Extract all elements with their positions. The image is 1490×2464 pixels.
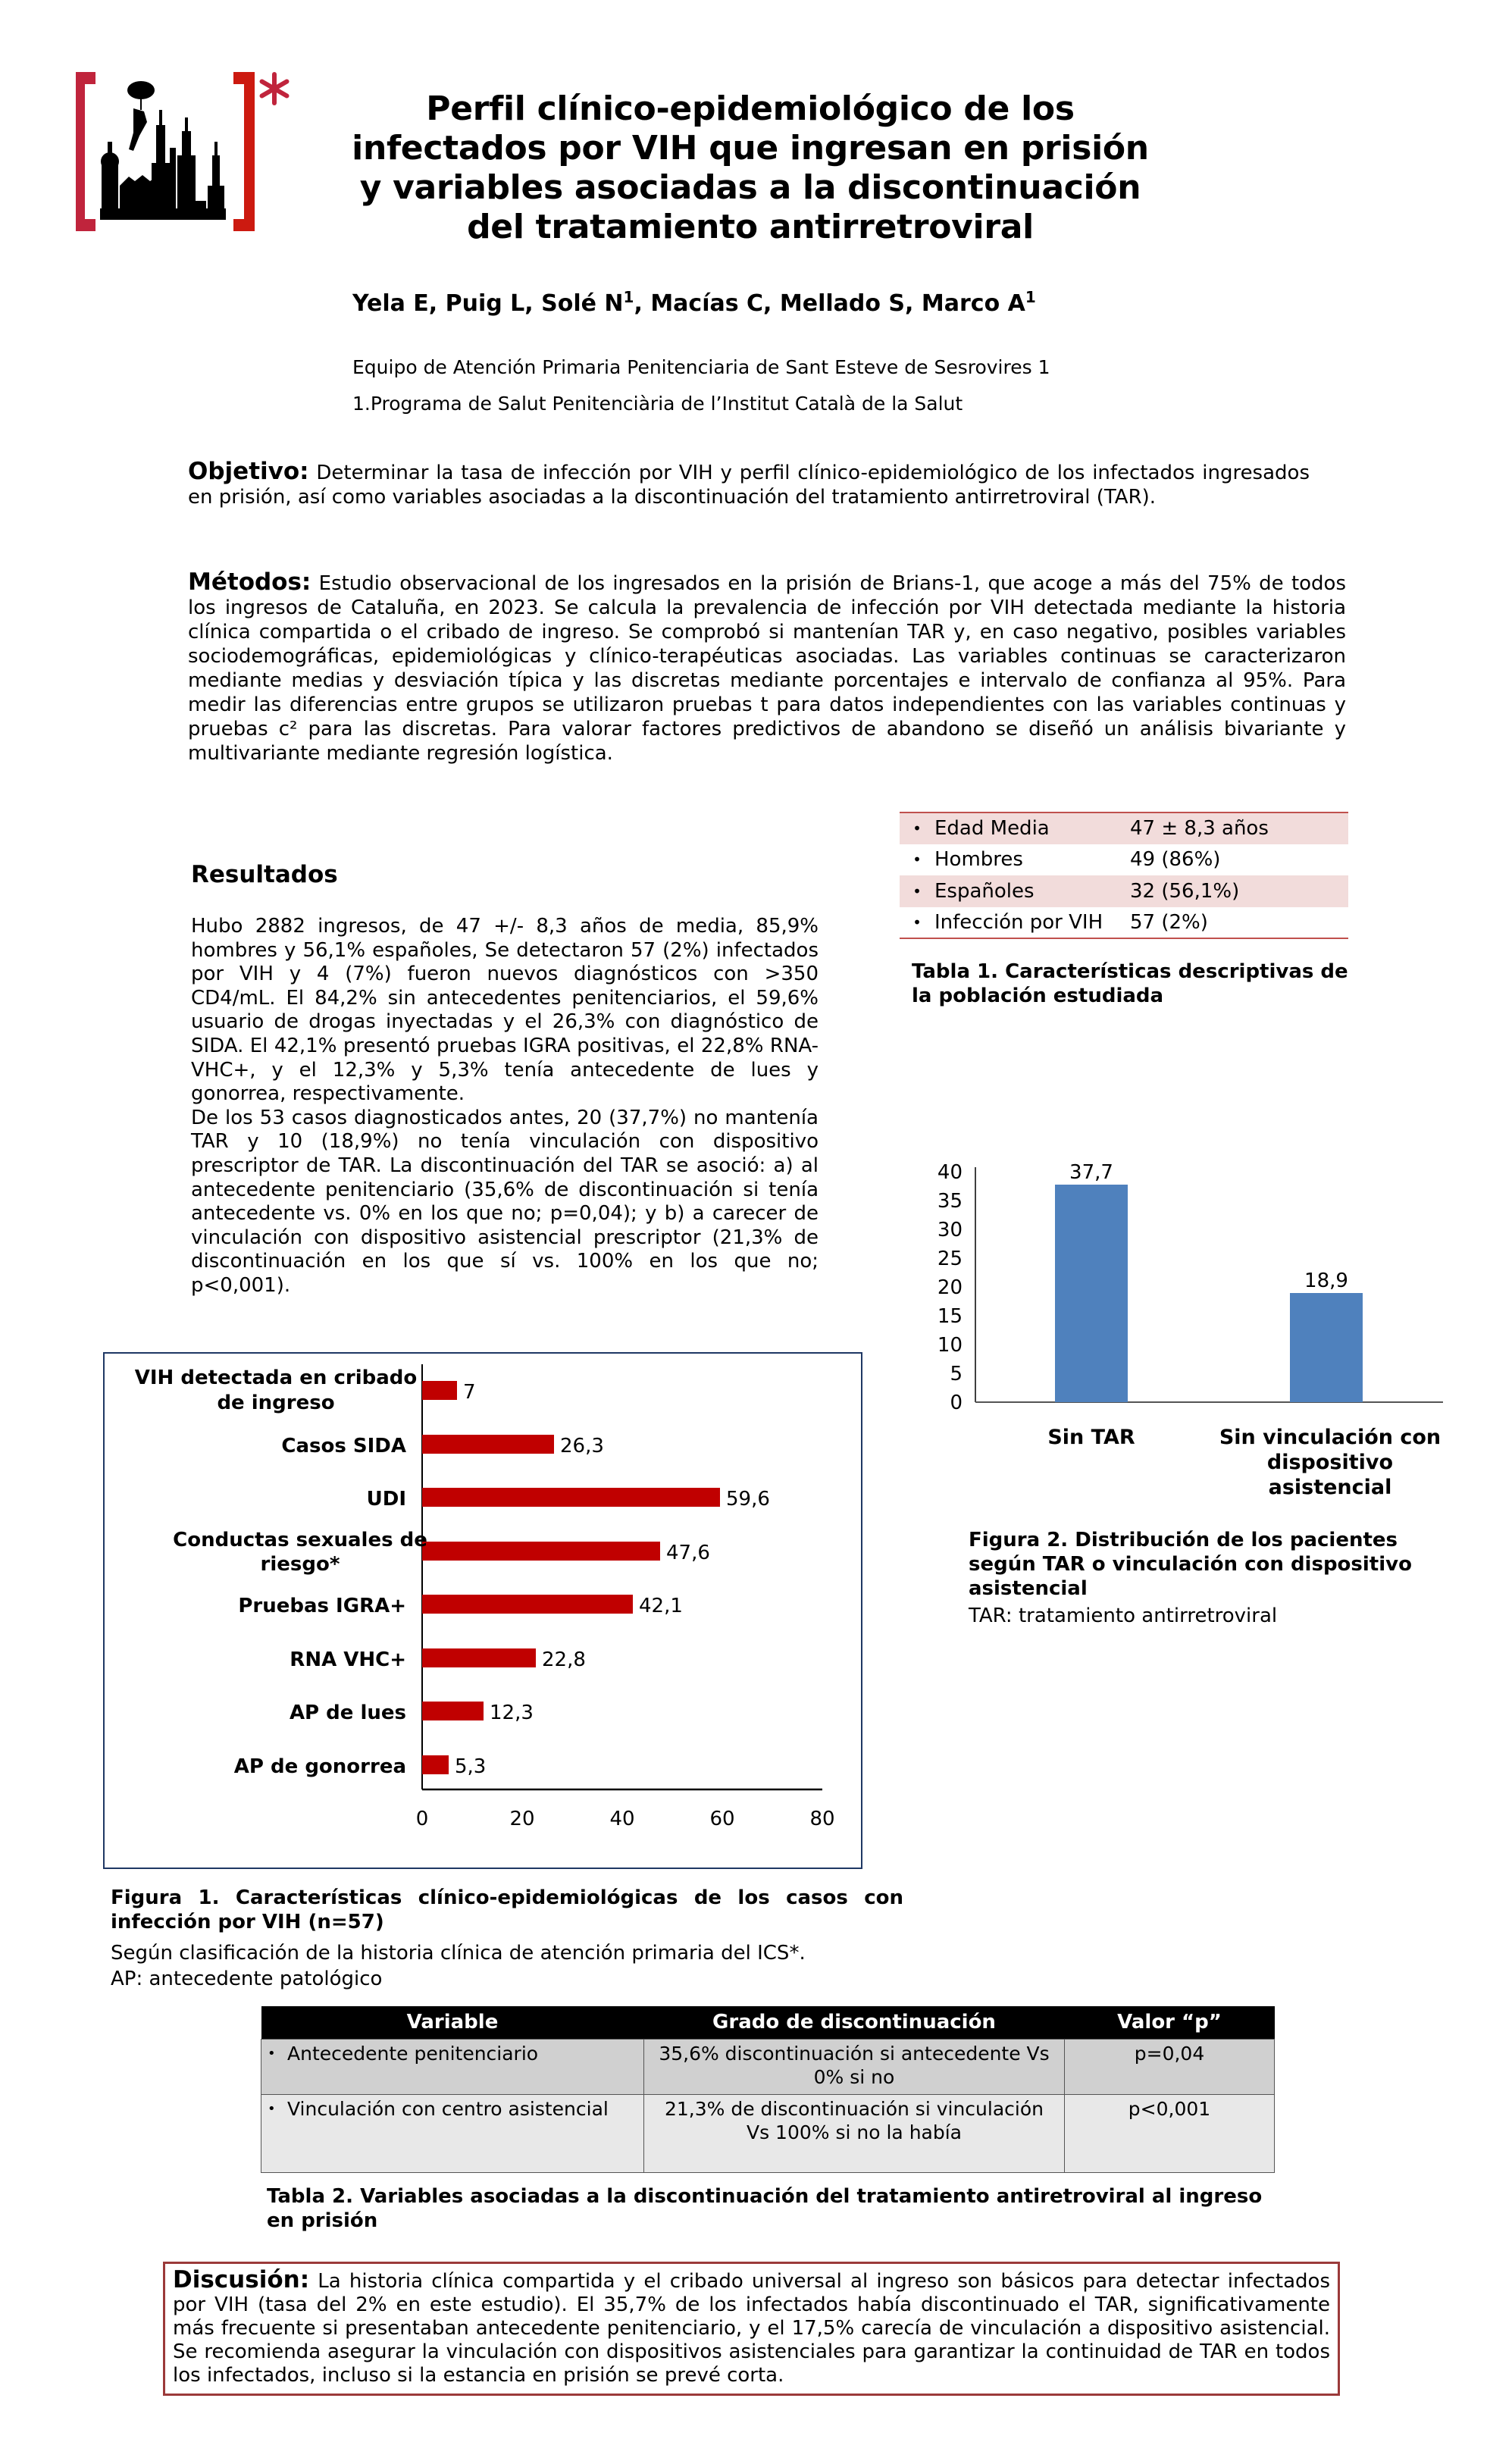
table-row — [261, 2094, 1275, 2172]
table-cell-grado: 35,6% discontinuación si antecedente Vs 0% si no — [644, 2039, 1065, 2094]
table-cell-value: 32 (56,1%) — [1130, 875, 1348, 907]
y-tick: 0 — [950, 1392, 963, 1414]
resultados-paragraph: Hubo 2882 ingresos, de 47 +/- 8,3 años de media, 85,9% hombres y 56,1% españoles, Se detectaron 57 (2%) infectados por VIH y 4 (7%) fueron nuevos diagnósticos con >350 CD4/mL. El 84,2% sin antecedentes penitenciarios, el 59,6% usuario de drogas inyectadas y el 26,3% con diagnóstico de SIDA. El 42,1% presentó pruebas IGRA positivas, el 22,8% RNA-VHC+, y el 12,3% y 5,3% tenía antecedente de lues y gonorrea, respectivamente. — [191, 915, 819, 1106]
y-category-label: AP de gonorrea — [233, 1755, 406, 1778]
bullet-icon: • — [900, 812, 934, 844]
y-tick: 20 — [937, 1276, 963, 1299]
bar-value-label: 47,6 — [666, 1542, 710, 1564]
figure1-bar-chart — [105, 1354, 861, 1868]
resultados-text — [191, 915, 819, 1298]
bar-value-label: 12,3 — [490, 1702, 534, 1724]
bullet-icon: • — [912, 850, 922, 869]
affiliation-2: 1.Programa de Salut Penitenciària de l’Institut Català de la Salut — [352, 393, 963, 415]
y-tick: 35 — [937, 1190, 963, 1213]
y-tick: 15 — [937, 1305, 963, 1328]
table-descriptive — [900, 812, 1348, 939]
table-discontinuation — [261, 2006, 1275, 2173]
table-row — [900, 875, 1348, 907]
right-bracket-icon — [233, 72, 255, 231]
column-header: Valor “p” — [1065, 2006, 1275, 2039]
x-category-label: dispositivo — [1266, 1451, 1394, 1474]
author-affiliation-mark: 1 — [623, 288, 634, 306]
discusion-box — [163, 2262, 1340, 2396]
x-category-label: Sin vinculación con — [1219, 1426, 1441, 1449]
bar-value-label: 7 — [463, 1381, 476, 1404]
city-skyline-icon — [100, 81, 226, 220]
asterisk-icon — [258, 72, 290, 105]
y-category-label: de ingreso — [217, 1392, 335, 1414]
discusion-text: La historia clínica compartida y el cribado universal al ingreso son básicos para detectar infectados por VIH (tasa del 2% en este estudio). El 35,7% de los infectados había discontinuado el TAR, significativamente más frecuente si presentaban antecedente penitenciario, y el 17,5% carecía de vinculación a dispositivo asistencial. Se recomienda asegurar la vinculación con dispositivos asistenciales para garantizar la continuidad de TAR en todos los infectados, incluso si la estancia en prisión se prevé corta. — [173, 2270, 1330, 2387]
author: Macías C — [650, 290, 764, 317]
bar-value-label: 42,1 — [639, 1595, 683, 1617]
resultados-paragraph: De los 53 casos diagnosticados antes, 20 (37,7%) no mantenía TAR y 10 (18,9%) no tenía vinculación con dispositivo prescriptor de TAR. La discontinuación del TAR se asoció: a) al antecedente penitenciario (35,6% de discontinuación si tenía antecedente vs. 0% en los que no; p=0,04); y b) a carecer de vinculación con dispositivo asistencial prescriptor (21,3% de discontinuación en los que sí vs. 100% en los que no; p<0,001). — [191, 1106, 819, 1297]
title-line: infectados por VIH que ingresan en prisión — [352, 129, 1149, 168]
objetivo-label: Objetivo: — [188, 458, 309, 485]
bullet-icon: • — [912, 913, 922, 931]
bar-value-label: 18,9 — [1304, 1270, 1348, 1292]
bar — [422, 1488, 720, 1507]
table-cell-p: p<0,001 — [1065, 2094, 1275, 2172]
bar — [422, 1648, 536, 1667]
author: Solé N — [541, 290, 624, 317]
table-row — [900, 844, 1348, 876]
bar — [422, 1595, 633, 1614]
table-row — [261, 2039, 1275, 2094]
bar — [422, 1755, 449, 1774]
author-affiliation-mark: 1 — [1025, 288, 1036, 306]
bar-sin-tar — [1055, 1185, 1128, 1402]
x-category-label: asistencial — [1268, 1476, 1392, 1499]
bar — [422, 1702, 484, 1720]
bullet-icon: • — [268, 2045, 276, 2062]
y-category-label: Pruebas IGRA+ — [238, 1595, 406, 1617]
objetivo-section — [188, 459, 1310, 509]
title-line: y variables asociadas a la discontinuación — [359, 168, 1141, 207]
figure1-note: AP: antecedente patológico — [111, 1968, 383, 1990]
bar — [422, 1542, 660, 1561]
author: Puig L — [445, 290, 525, 317]
bar-value-label: 22,8 — [542, 1648, 586, 1671]
variable-text: Vinculación con centro asistencial — [287, 2097, 609, 2120]
y-category-label: UDI — [366, 1488, 406, 1511]
x-category-label: Sin TAR — [1047, 1426, 1135, 1449]
y-category-label: RNA VHC+ — [290, 1648, 406, 1671]
x-tick: 0 — [415, 1808, 429, 1830]
table-header-row — [261, 2006, 1275, 2039]
logo-icon — [73, 72, 300, 231]
metodos-text: Estudio observacional de los ingresados en la prisión de Brians-1, que acoge a más del 75% de todos los ingresos de Cataluña, en 2023. Se calcula la prevalencia de infección por VIH detectada mediante la historia clínica compartida o el cribado de ingreso. Se comprobó si mantenían TAR y, en caso negativo, posibles variables sociodemográficas, epidemiológicas y clínico-terapéuticas asociadas. Las variables continuas se caracterizaron mediante medias y desviación típica y las discretas mediante porcentajes e intervalo de confianza al 95%. Para medir las diferencias entre grupos se utilizaron pruebas t para datos independientes con las variables continuas y pruebas c² para las discretas. Para valorar factores predictivos de abandono se diseñó un análisis bivariante y multivariante mediante regresión logística. — [188, 572, 1347, 765]
y-tick: 40 — [937, 1161, 963, 1184]
table-cell-label: Hombres — [934, 848, 1023, 872]
figure2-caption: Figura 2. Distribución de los pacientes según TAR o vinculación con dispositivo asistencial — [969, 1529, 1412, 1600]
y-tick: 5 — [950, 1363, 963, 1385]
table-cell-variable — [261, 2094, 644, 2172]
authors: Yela E, Puig L, Solé $N^1$, Macías C, Mellado S, Marco $A^1$ — [352, 288, 1036, 317]
figure2-note: TAR: tratamiento antirretroviral — [969, 1605, 1278, 1627]
table-cell-label: Españoles — [934, 875, 1130, 907]
table-cell-variable — [261, 2039, 644, 2094]
table-cell-value: 57 (2%) — [1130, 910, 1208, 934]
metodos-label: Métodos: — [188, 568, 311, 596]
x-tick: 20 — [509, 1808, 535, 1830]
table2-caption: Tabla 2. Variables asociadas a la discontinuación del tratamiento antiretroviral al ingreso en prisión — [267, 2185, 1263, 2232]
y-category-label: VIH detectada en cribado — [134, 1367, 418, 1389]
x-tick: 80 — [809, 1808, 835, 1830]
title-line: Perfil clínico-epidemiológico de los — [426, 89, 1075, 128]
table-row — [900, 907, 1348, 939]
y-tick: 10 — [937, 1334, 963, 1357]
bar — [422, 1381, 457, 1400]
y-axis — [938, 1161, 975, 1414]
bar-value-label: 26,3 — [560, 1435, 604, 1457]
table-cell-value: 49 (86%) — [1130, 848, 1221, 872]
x-tick: 40 — [609, 1808, 635, 1830]
y-category-label: riesgo* — [260, 1553, 340, 1576]
y-category-label: Casos SIDA — [281, 1435, 406, 1457]
author: Mellado S — [779, 290, 906, 317]
author: Yela E — [352, 290, 429, 317]
table-cell-label: Edad Media — [934, 812, 1130, 844]
x-tick: 60 — [709, 1808, 735, 1830]
left-bracket-icon — [76, 72, 95, 231]
table-cell-grado: 21,3% de discontinuación si vinculación Vs 100% si no la había — [644, 2094, 1065, 2172]
variable-text: Antecedente penitenciario — [287, 2042, 539, 2065]
figure1-caption: Figura 1. Características clínico-epidemiológicas de los casos con infección por VIH (n=57) — [111, 1886, 903, 1933]
y-tick: 25 — [937, 1248, 963, 1270]
bar-value-label: 59,6 — [726, 1488, 770, 1511]
bar-value-label: 5,3 — [455, 1755, 487, 1778]
affiliation-1: Equipo de Atención Primaria Penitenciaria de Sant Esteve de Sesrovires 1 — [352, 356, 1050, 378]
bar — [422, 1435, 554, 1454]
table1-caption: Tabla 1. Características descriptivas de la población estudiada — [912, 960, 1348, 1007]
poster-title — [333, 89, 1167, 247]
column-header: Variable — [261, 2006, 644, 2039]
table-cell-label: Infección por VIH — [934, 910, 1103, 934]
bar-value-label: 37,7 — [1069, 1161, 1113, 1184]
bullet-icon: • — [900, 875, 934, 907]
table-cell-p: p=0,04 — [1065, 2039, 1275, 2094]
y-category-label: Conductas sexuales de — [173, 1529, 427, 1551]
resultados-heading: Resultados — [191, 861, 338, 888]
discusion-label: Discusión: — [173, 2266, 310, 2293]
table-row — [900, 812, 1348, 844]
bar-sin-vinculacion — [1290, 1293, 1363, 1402]
figure1-note: Según clasificación de la historia clínica de atención primaria del ICS*. — [111, 1942, 806, 1965]
author: Marco A — [921, 290, 1025, 317]
objetivo-text: Determinar la tasa de infección por VIH y perfil clínico-epidemiológico de los infectados ingresados en prisión, así como variables asociadas a la discontinuación del tratamiento antirretroviral (TAR). — [188, 462, 1310, 509]
title-line: del tratamiento antirretroviral — [467, 208, 1034, 246]
y-category-label: AP de lues — [289, 1702, 406, 1724]
y-tick: 30 — [937, 1219, 963, 1241]
table-cell-value: 47 ± 8,3 años — [1130, 812, 1348, 844]
column-header: Grado de discontinuación — [644, 2006, 1065, 2039]
bullet-icon: • — [268, 2100, 276, 2117]
figure2-bar-chart — [917, 1152, 1463, 1508]
metodos-section — [188, 570, 1346, 765]
